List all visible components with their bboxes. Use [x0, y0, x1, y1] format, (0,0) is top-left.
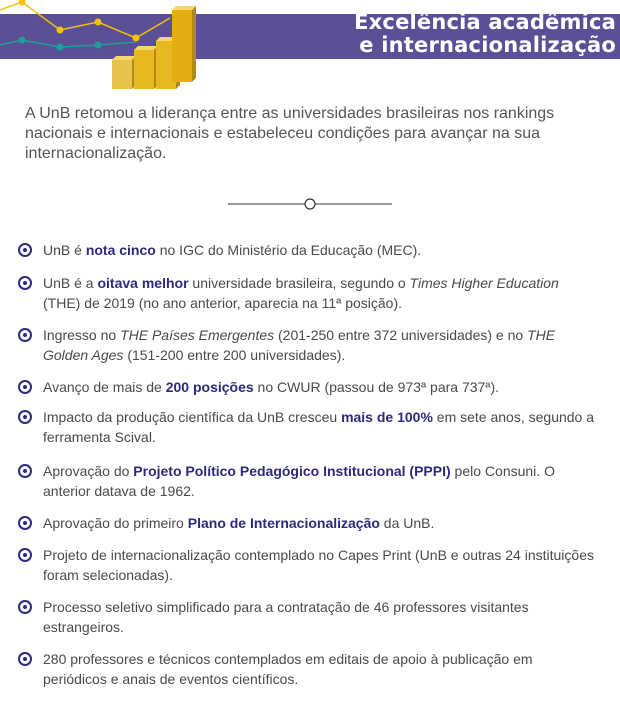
circle-divider-icon: [228, 197, 392, 211]
radio-bullet-icon: [18, 516, 32, 530]
list-item-text: [43, 463, 555, 499]
list-item: [18, 240, 598, 260]
title-line-2: e internacionalização: [359, 33, 616, 57]
list-item-text: [43, 515, 434, 531]
highlight-text: mais de 100%: [341, 409, 433, 425]
text-segment: UnB é a: [43, 275, 98, 291]
list-item: [18, 513, 598, 533]
radio-bullet-icon: [18, 276, 32, 290]
radio-bullet-icon: [18, 380, 32, 394]
italic-text: THE Golden Ages: [43, 327, 556, 363]
text-segment: UnB é: [43, 242, 86, 258]
page-title: [354, 11, 616, 57]
italic-text: THE Países Emergentes: [120, 327, 275, 343]
text-segment: da UnB.: [379, 515, 435, 531]
radio-bullet-icon: [18, 328, 32, 342]
list-item-text: [43, 327, 555, 363]
highlight-text: Projeto Político Pedagógico Institucional (PPPI): [133, 463, 451, 479]
title-line-1: Excelência acadêmica: [354, 10, 616, 34]
text-segment: universidade brasileira, segundo o: [188, 275, 410, 291]
bar-chart-3d-icon: [0, 0, 210, 95]
list-item: [18, 273, 598, 313]
list-item: [18, 325, 598, 365]
list-item: [18, 407, 598, 447]
highlight-text: nota cinco: [85, 242, 156, 258]
list-item: [18, 597, 598, 637]
list-item: [18, 545, 598, 585]
text-segment: Projeto de internacionalização contemplado no Capes Print (UnB e outras 24 instituições foram selecionadas).: [43, 547, 594, 583]
text-segment: (THE) de 2019 (no ano anterior, aparecia na 11ª posição).: [43, 295, 403, 311]
text-segment: Aprovação do primeiro: [43, 515, 188, 531]
radio-bullet-icon: [18, 410, 32, 424]
list-item-text: [43, 409, 594, 445]
text-segment: (151-200 entre 200 universidades).: [123, 347, 346, 363]
list-item-text: [43, 651, 533, 687]
text-segment: pelo Consuni. O anterior datava de 1962.: [43, 463, 555, 499]
text-segment: no IGC do Ministério da Educação (MEC).: [155, 242, 422, 258]
radio-bullet-icon: [18, 548, 32, 562]
italic-text: Times Higher Education: [409, 275, 559, 291]
text-segment: Avanço de mais de: [43, 379, 166, 395]
radio-bullet-icon: [18, 600, 32, 614]
highlight-text: Plano de Internacionalização: [187, 515, 380, 531]
text-segment: Processo seletivo simplificado para a contratação de 46 professores visitantes estrangeiros.: [43, 599, 529, 635]
text-segment: no CWUR (passou de 973ª para 737ª).: [253, 379, 500, 395]
list-item-text: [43, 275, 559, 311]
radio-bullet-icon: [18, 652, 32, 666]
text-segment: em sete anos, segundo a ferramenta Scival.: [43, 409, 595, 445]
list-item-text: [43, 599, 529, 635]
text-segment: Aprovação do: [43, 463, 134, 479]
list-item: [18, 461, 598, 501]
list-item-text: [43, 547, 594, 583]
text-segment: 280 professores e técnicos contemplados em editais de apoio à publicação em periódicos e anais de eventos científicos.: [43, 651, 533, 687]
list-item-text: [43, 379, 499, 395]
text-segment: Ingresso no: [43, 327, 121, 343]
text-segment: (201-250 entre 372 universidades) e no: [274, 327, 528, 343]
highlight-text: oitava melhor: [97, 275, 189, 291]
list-item-text: [43, 242, 421, 258]
list-item: [18, 377, 598, 397]
radio-bullet-icon: [18, 464, 32, 478]
text-segment: Impacto da produção científica da UnB cresceu: [43, 409, 342, 425]
highlight-text: 200 posições: [165, 379, 254, 395]
list-item: [18, 649, 598, 689]
radio-bullet-icon: [18, 243, 32, 257]
intro-paragraph: A UnB retomou a liderança entre as universidades brasileiras nos rankings nacionais e internacionais e estabeleceu condições para avançar na sua internacionalização.: [25, 105, 555, 162]
